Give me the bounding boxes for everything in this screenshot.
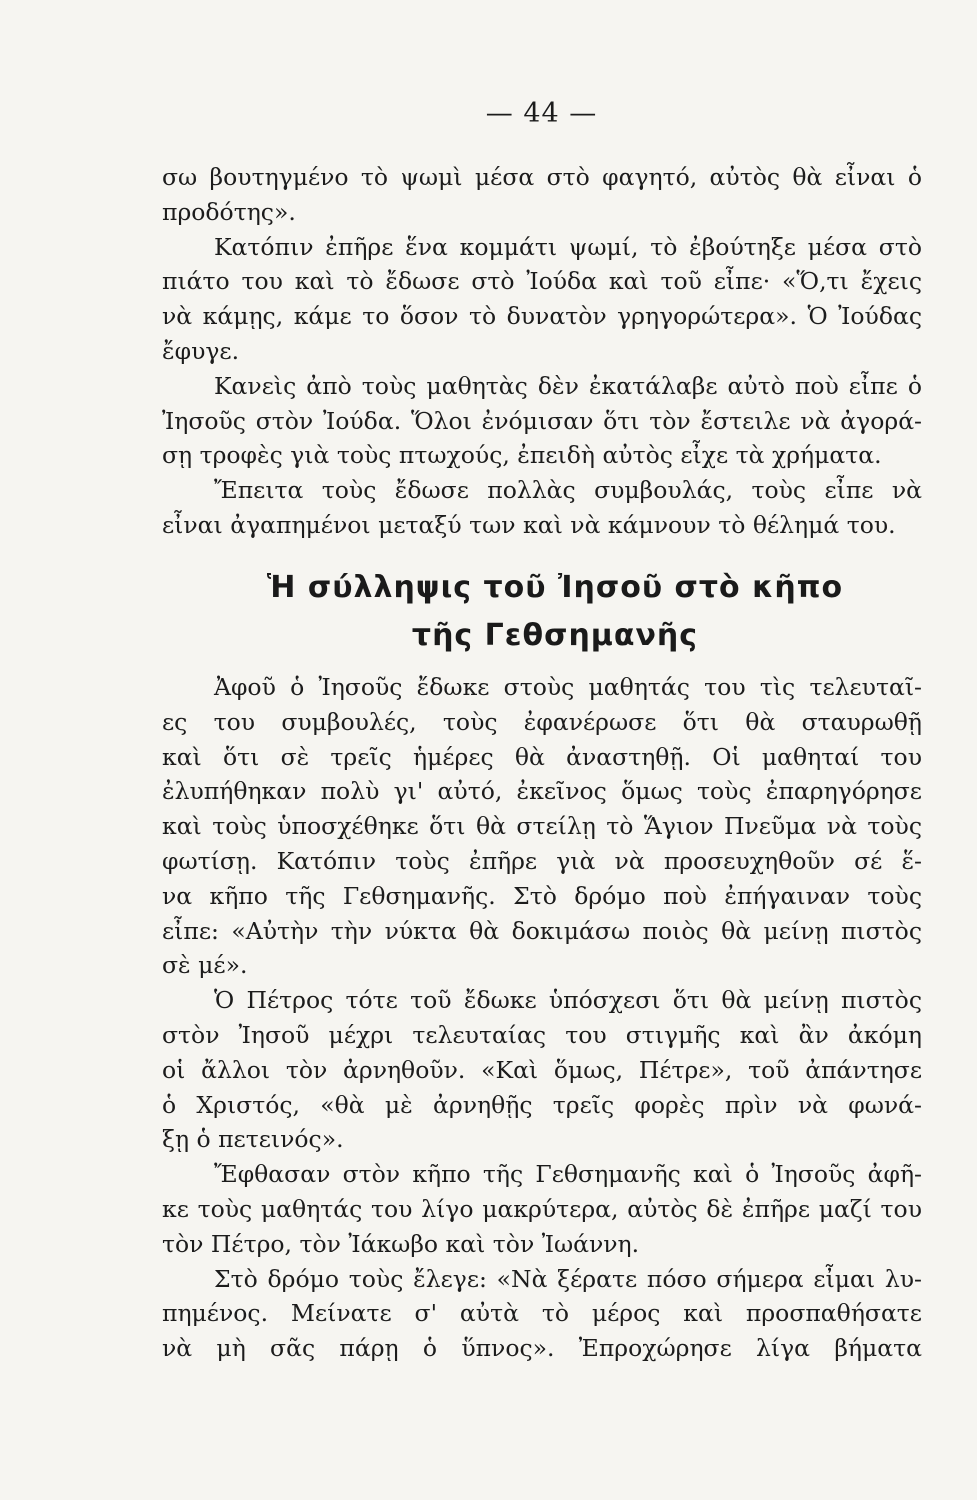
text-line: ξῃ ὁ πετεινός». (162, 1125, 344, 1154)
text-line: προδότης». (162, 197, 296, 226)
text-line: ἐλυπήθηκαν πολὺ γι' αὐτό, ἐκεῖνος ὅμως τοὺς ἐπαρηγόρησε (162, 777, 922, 806)
text-line: ες του συμβουλές, τοὺς ἐφανέρωσε ὅτι θὰ σταυρωθῇ (162, 707, 922, 736)
text-line: σῃ τροφὲς γιὰ τοὺς πτωχούς, ἐπειδὴ αὐτὸς εἶχε τὰ χρήματα. (162, 441, 882, 470)
text-line: Ὁ Πέτρος τότε τοῦ ἔδωκε ὑπόσχεσι ὅτι θὰ μείνῃ πιστὸς (214, 986, 922, 1015)
text-line: στὸν Ἰησοῦ μέχρι τελευταίας του στιγμῆς καὶ ἂν ἀκόμη (162, 1020, 922, 1049)
text-block-top (162, 160, 922, 543)
text-line: καὶ ὅτι σὲ τρεῖς ἡμέρες θὰ ἀναστηθῇ. Οἱ μαθηταί του (162, 742, 922, 771)
text-line: Ἰησοῦς στὸν Ἰούδα. Ὅλοι ἐνόμισαν ὅτι τὸν ἔστειλε νὰ ἀγορά- (162, 406, 922, 435)
text-line: Κατόπιν ἐπῆρε ἕνα κομμάτι ψωμί, τὸ ἐβούτηξε μέσα στὸ (214, 232, 922, 261)
text-line: Στὸ δρόμο τοὺς ἔλεγε: «Νὰ ξέρατε πόσο σήμερα εἶμαι λυ- (214, 1264, 922, 1293)
text-line: πημένος. Μείνατε σ' αὐτὰ τὸ μέρος καὶ προσπαθήσατε (162, 1299, 922, 1328)
text-line: να κῆπο τῆς Γεθσημανῆς. Στὸ δρόμο ποὺ ἐπήγαιναν τοὺς (162, 881, 922, 910)
text-line: καὶ τοὺς ὑποσχέθηκε ὅτι θὰ στείλῃ τὸ Ἅγιον Πνεῦμα νὰ τοὺς (162, 812, 922, 841)
text-line: Κανεὶς ἀπὸ τοὺς μαθητὰς δὲν ἐκατάλαβε αὐτὸ ποὺ εἶπε ὁ (214, 371, 922, 400)
page-number: — 44 — (485, 98, 598, 129)
text-line: σω βουτηγμένο τὸ ψωμὶ μέσα στὸ φαγητό, αὐτὸς θὰ εἶναι ὁ (162, 163, 922, 191)
text-line: σὲ μέ». (162, 951, 248, 980)
text-line: εἶπε: «Αὐτὴν τὴν νύκτα θὰ δοκιμάσω ποιὸς θὰ μείνῃ πιστὸς (162, 916, 922, 945)
text-line: Ἔπειτα τοὺς ἔδωσε πολλὰς συμβουλάς, τοὺς εἶπε νὰ (214, 476, 922, 505)
text-line: ὁ Χριστός, «θὰ μὲ ἀρνηθῇς τρεῖς φορὲς πρὶν νὰ φωνά- (162, 1090, 922, 1119)
text-line: οἱ ἄλλοι τὸν ἀρνηθοῦν. «Καὶ ὅμως, Πέτρε», τοῦ ἀπάντησε (162, 1055, 922, 1084)
text-line: πιάτο του καὶ τὸ ἔδωσε στὸ Ἰούδα καὶ τοῦ εἶπε· «Ὅ,τι ἔχεις (162, 267, 922, 296)
section-heading-line-2: τῆς Γεθσημανῆς (411, 618, 699, 653)
text-line: τὸν Πέτρο, τὸν Ἰάκωβο καὶ τὸν Ἰωάννη. (162, 1229, 640, 1258)
section-heading: Ἡ σύλληψις τοῦ Ἰησοῦ στὸ κῆπο (266, 570, 844, 605)
text-line: νὰ κάμῃς, κάμε το ὅσον τὸ δυνατὸν γρηγορώτερα». Ὁ Ἰούδας (162, 302, 922, 331)
text-line: ἔφυγε. (162, 336, 240, 365)
text-block-bottom (162, 670, 922, 1366)
text-line: εἶναι ἀγαπημένοι μεταξύ των καὶ νὰ κάμνουν τὸ θέλημά του. (162, 510, 896, 539)
text-line: Ἀφοῦ ὁ Ἰησοῦς ἔδωκε στοὺς μαθητάς του τὶς τελευταῖ- (214, 673, 922, 701)
text-line: φωτίσῃ. Κατόπιν τοὺς ἐπῆρε γιὰ νὰ προσευχηθοῦν σέ ἕ- (162, 846, 922, 875)
text-line: Ἔφθασαν στὸν κῆπο τῆς Γεθσημανῆς καὶ ὁ Ἰησοῦς ἀφῆ- (214, 1160, 922, 1189)
text-line: νὰ μὴ σᾶς πάρῃ ὁ ὕπνος». Ἐπροχώρησε λίγα βήματα (162, 1334, 922, 1363)
text-line: κε τοὺς μαθητάς του λίγο μακρύτερα, αὐτὸς δὲ ἐπῆρε μαζί του (162, 1194, 922, 1223)
